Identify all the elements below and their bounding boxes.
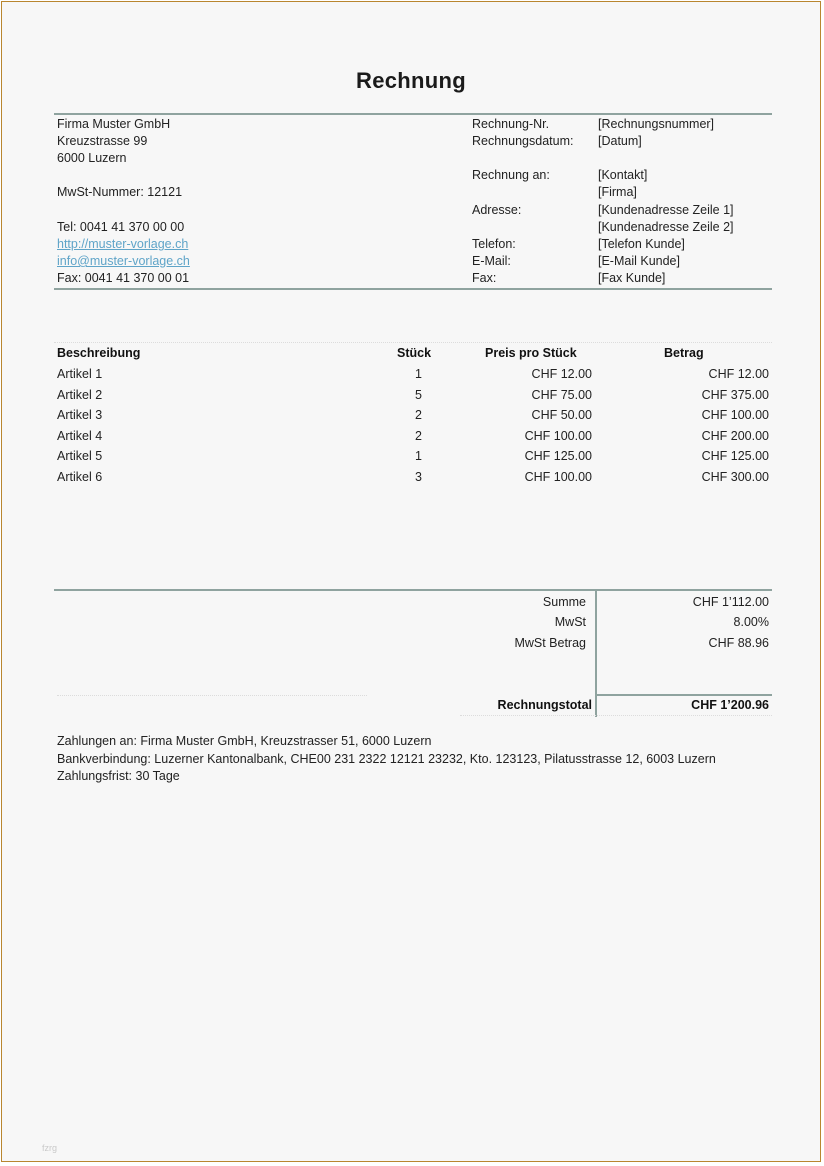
item-unit-price: CHF 12.00 xyxy=(531,367,592,381)
item-amount: CHF 375.00 xyxy=(701,388,769,402)
item-amount: CHF 300.00 xyxy=(701,470,769,484)
sender-city: 6000 Luzern xyxy=(57,151,127,165)
totals-top-rule xyxy=(54,589,772,591)
item-unit-price: CHF 100.00 xyxy=(524,429,592,443)
item-quantity: 5 xyxy=(415,388,422,402)
sum-label: Summe xyxy=(542,595,586,609)
item-amount: CHF 200.00 xyxy=(701,429,769,443)
table-row xyxy=(57,408,772,428)
sender-phone: Tel: 0041 41 370 00 00 xyxy=(57,220,185,234)
col-header-unit-price: Preis pro Stück xyxy=(485,346,577,360)
payment-recipient: Zahlungen an: Firma Muster GmbH, Kreuzstrasser 51, 6000 Luzern xyxy=(57,734,432,748)
item-quantity: 1 xyxy=(415,449,422,463)
watermark: fzrg xyxy=(42,1143,58,1153)
sender-company: Firma Muster GmbH xyxy=(57,117,171,131)
contact-value: [Kontakt] xyxy=(598,168,648,182)
table-header-top-line xyxy=(54,342,772,343)
item-description: Artikel 6 xyxy=(57,470,103,484)
page-title: Rechnung xyxy=(356,68,466,93)
phone-label: Telefon: xyxy=(472,237,516,251)
item-quantity: 2 xyxy=(415,408,422,422)
payment-terms: Zahlungsfrist: 30 Tage xyxy=(57,769,180,783)
sender-website-link[interactable]: http://muster-vorlage.ch xyxy=(57,237,189,251)
invoice-total-label: Rechnungstotal xyxy=(497,698,592,712)
invoice-total-value: CHF 1’200.96 xyxy=(691,698,769,712)
table-row xyxy=(57,449,772,469)
vat-amount-label: MwSt Betrag xyxy=(514,636,586,650)
item-quantity: 1 xyxy=(415,367,422,381)
header-bottom-rule xyxy=(54,288,772,290)
header-top-rule xyxy=(54,113,772,115)
bill-to-label: Rechnung an: xyxy=(472,168,550,182)
col-header-description: Beschreibung xyxy=(57,346,141,360)
vat-amount-value: CHF 88.96 xyxy=(708,636,769,650)
item-description: Artikel 4 xyxy=(57,429,103,443)
totals-vertical-rule xyxy=(595,591,597,717)
item-amount: CHF 125.00 xyxy=(701,449,769,463)
item-quantity: 3 xyxy=(415,470,422,484)
vat-rate-value: 8.00% xyxy=(733,615,769,629)
item-unit-price: CHF 50.00 xyxy=(531,408,592,422)
table-row xyxy=(57,388,772,408)
email-value: [E-Mail Kunde] xyxy=(598,254,680,268)
sender-email-link[interactable]: info@muster-vorlage.ch xyxy=(57,254,190,268)
invoice-page xyxy=(1,1,821,1162)
item-description: Artikel 3 xyxy=(57,408,103,422)
bank-details: Bankverbindung: Luzerner Kantonalbank, CHE00 231 2322 12121 23232, Kto. 123123, Pilatusstrasse 12, 6003 Luzern xyxy=(57,752,716,766)
address-label: Adresse: xyxy=(472,203,522,217)
item-description: Artikel 1 xyxy=(57,367,103,381)
total-bottom-line xyxy=(460,715,772,716)
item-description: Artikel 2 xyxy=(57,388,103,402)
email-label: E-Mail: xyxy=(472,254,511,268)
address-line2-value: [Kundenadresse Zeile 2] xyxy=(598,220,734,234)
item-unit-price: CHF 100.00 xyxy=(524,470,592,484)
phone-value: [Telefon Kunde] xyxy=(598,237,685,251)
invoice-date-label: Rechnungsdatum: xyxy=(472,134,574,148)
sum-value: CHF 1’112.00 xyxy=(692,595,769,609)
vat-rate-label: MwSt xyxy=(554,615,586,629)
sender-vat-number: MwSt-Nummer: 12121 xyxy=(57,185,183,199)
col-header-amount: Betrag xyxy=(664,346,704,360)
col-header-quantity: Stück xyxy=(397,346,432,360)
fax-label: Fax: xyxy=(472,271,497,285)
sender-fax: Fax: 0041 41 370 00 01 xyxy=(57,271,190,285)
signature-placeholder-line xyxy=(57,695,367,696)
company-value: [Firma] xyxy=(598,185,637,199)
item-unit-price: CHF 125.00 xyxy=(524,449,592,463)
invoice-number-value: [Rechnungsnummer] xyxy=(598,117,715,131)
item-unit-price: CHF 75.00 xyxy=(531,388,592,402)
item-amount: CHF 100.00 xyxy=(701,408,769,422)
table-row xyxy=(57,470,772,490)
item-description: Artikel 5 xyxy=(57,449,103,463)
invoice-date-value: [Datum] xyxy=(598,134,642,148)
sender-street: Kreuzstrasse 99 xyxy=(57,134,148,148)
invoice-number-label: Rechnung-Nr. xyxy=(472,117,550,131)
fax-value: [Fax Kunde] xyxy=(598,271,666,285)
table-row xyxy=(57,367,772,387)
total-top-rule xyxy=(595,694,772,696)
address-line1-value: [Kundenadresse Zeile 1] xyxy=(598,203,734,217)
item-quantity: 2 xyxy=(415,429,422,443)
item-amount: CHF 12.00 xyxy=(708,367,769,381)
table-row xyxy=(57,429,772,449)
